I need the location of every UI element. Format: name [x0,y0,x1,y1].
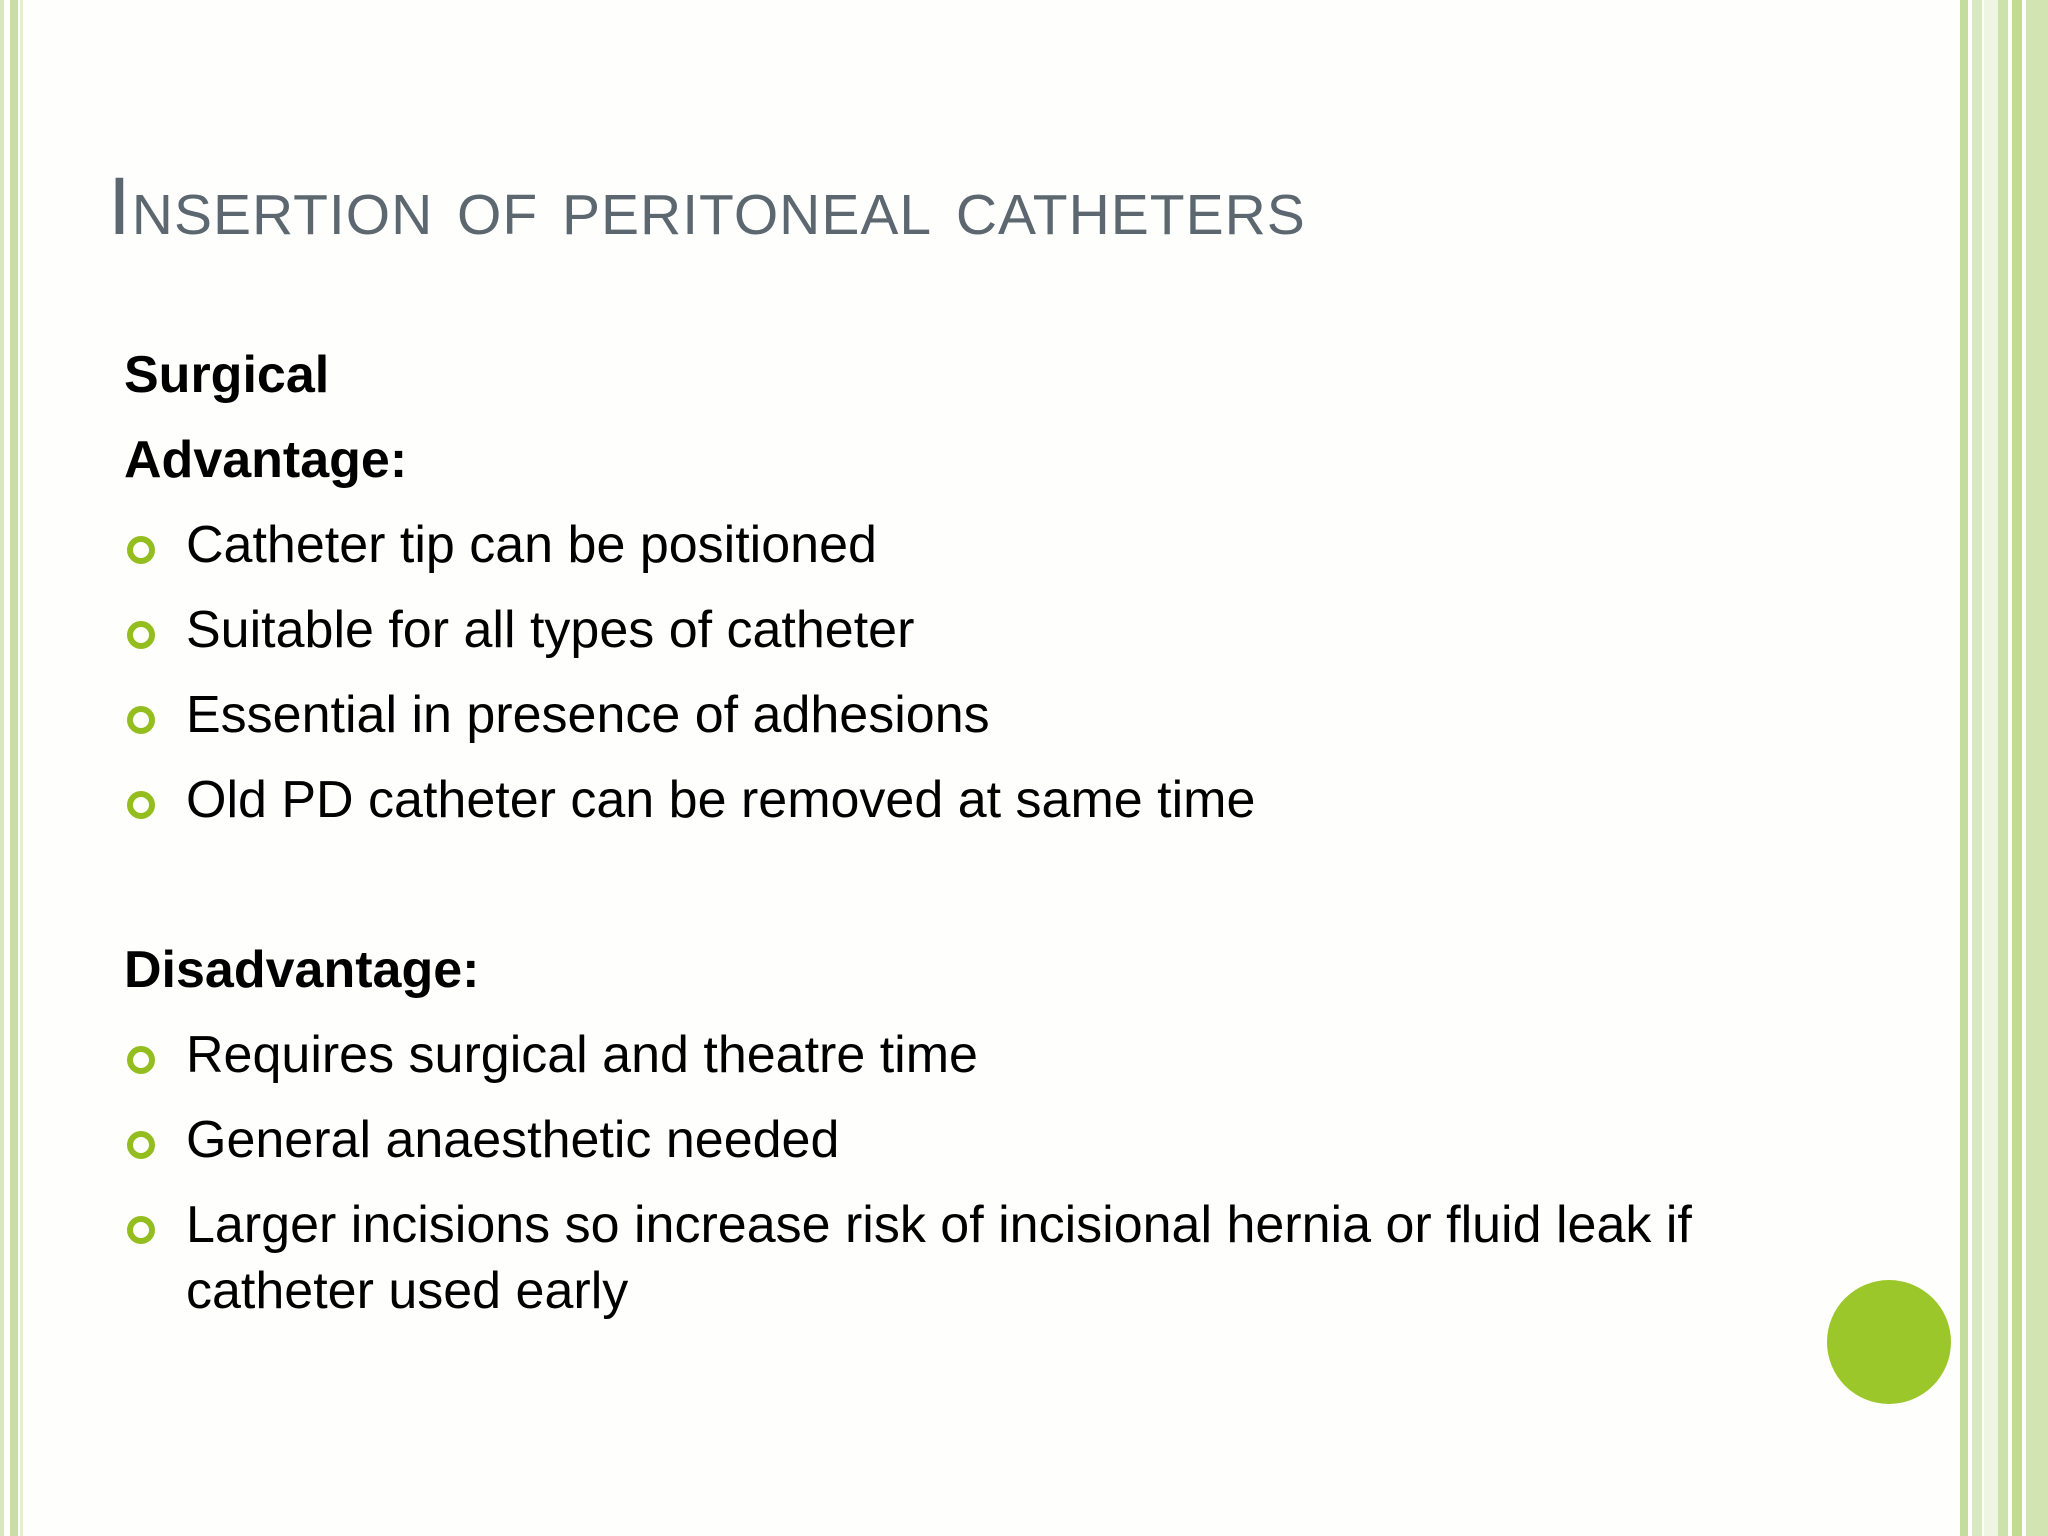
right-border-stripe [2026,0,2048,1536]
right-border-stripe [1972,0,1982,1536]
disadvantage-list [124,1013,1884,1334]
left-border-stripe [0,0,4,1536]
list-item-text: Suitable for all types of catheter [186,601,915,659]
left-border-stripe [10,0,18,1536]
left-border-stripe [20,0,23,1536]
list-item-text: Larger incisions so increase risk of incisional hernia or fluid leak if catheter used early [186,1196,1692,1320]
slide-body [124,333,1884,1334]
ring-bullet-icon [127,1046,155,1074]
list-item-text: General anaesthetic needed [186,1111,840,1169]
advantage-heading: Advantage: [124,431,408,489]
right-border-stripe [1960,0,1968,1536]
ring-bullet-icon [127,536,155,564]
ring-bullet-icon [127,1216,155,1244]
list-item-text: Old PD catheter can be removed at same time [186,771,1256,829]
list-item-text: Requires surgical and theatre time [186,1026,978,1084]
ring-bullet-icon [127,1131,155,1159]
ring-bullet-icon [127,791,155,819]
list-item [124,1013,1884,1098]
advantage-list [124,503,1884,843]
list-item [124,588,1884,673]
list-item [124,673,1884,758]
right-border-stripe [1984,0,1998,1536]
section-label: Surgical [124,346,330,404]
disadvantage-heading: Disadvantage: [124,941,480,999]
list-item [124,1183,1884,1334]
spacer [124,843,1884,928]
list-item-text: Catheter tip can be positioned [186,516,877,574]
list-item-text: Essential in presence of adhesions [186,686,990,744]
ring-bullet-icon [127,621,155,649]
right-border-stripe [2012,0,2022,1536]
ring-bullet-icon [127,706,155,734]
list-item [124,1098,1884,1183]
list-item [124,758,1884,843]
right-border-stripe [1998,0,2008,1536]
list-item [124,503,1884,588]
accent-circle [1827,1280,1951,1404]
slide-title: Insertion of peritoneal catheters [108,161,1306,252]
